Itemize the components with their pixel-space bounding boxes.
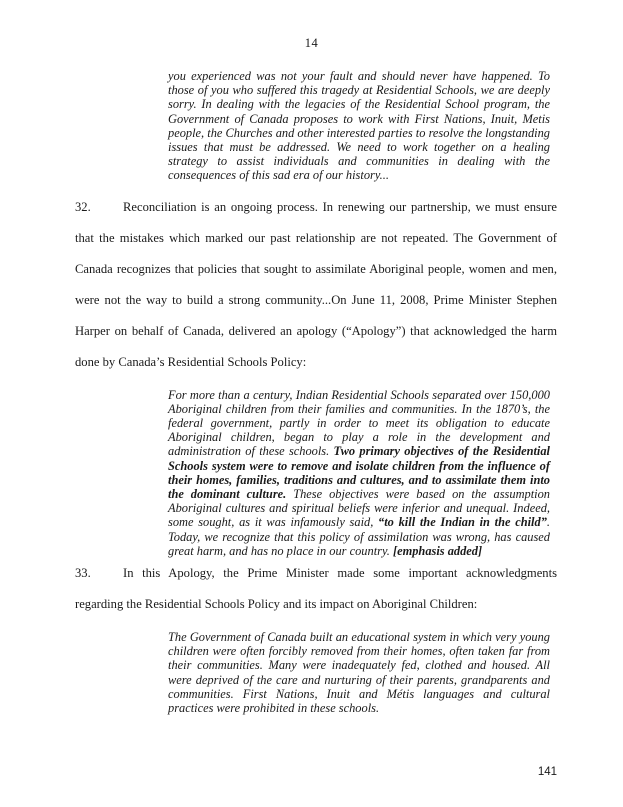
paragraph-33-text: In this Apology, the Prime Minister made some important acknowledgments regarding the Residential Schools Policy and its impact on Aboriginal Children:: [75, 566, 557, 612]
bottom-page-number: 141: [537, 766, 557, 778]
opening-apology-quote-block: you experienced was not your fault and should never have happened. To those of you who suffered this tragedy at Residential Schools, we are deeply sorry. In dealing with the legacies of the Residential School program, the Government of Canada proposes to work with First Nations, Inuit, Metis people, the Churches and other interested parties to resolve the longstanding issues that must be addressed. We need to work together on a healing strategy to assist individuals and communities in dealing with the consequences of this sad era of our history...: [168, 69, 550, 183]
harper-apology-quote-block: For more than a century, Indian Residential Schools separated over 150,000 Aboriginal children from their families and communities. In the 1870’s, the federal government, partly in order to meet its obligation to educate Aboriginal children, began to play a role in the development and administration of these schools. Two primary objectives of the Residential Schools system were to remove and isolate children from the influence of their homes, families, traditions and cultures, and to assimilate them into the dominant culture. These objectives were based on the assumption Aboriginal cultures and spiritual beliefs were inferior and unequal. Indeed, some sought, as it was infamously said, “to kill the Indian in the child”. Today, we recognize that this policy of assimilation was wrong, has caused great harm, and has no place in our country. [emphasis added]: [168, 387, 551, 558]
paragraph-32: [75, 192, 557, 378]
page-content: [75, 69, 557, 715]
paragraph-32-number: 32.: [75, 199, 91, 214]
paragraph-33: [75, 558, 557, 620]
paragraph-33-number: 33.: [75, 566, 91, 581]
top-page-number: 14: [304, 36, 319, 50]
acknowledgments-quote-block: The Government of Canada built an educational system in which very young children were often forcibly removed from their homes, often taken far from their communities. Many were inadequately fed, clothed and housed. All were deprived of the care and nurturing of their parents, grandparents and communities. First Nations, Inuit and Métis languages and cultural practices were prohibited in these schools.: [168, 630, 550, 716]
paragraph-32-text: Reconciliation is an ongoing process. In renewing our partnership, we must ensure that the mistakes which marked our past relationship are not repeated. The Government of Canada recognizes that policies that sought to assimilate Aboriginal people, women and men, were not the way to build a strong community...On June 11, 2008, Prime Minister Stephen Harper on behalf of Canada, delivered an apology (“Apology”) that acknowledged the harm done by Canada’s Residential Schools Policy:: [75, 199, 557, 369]
